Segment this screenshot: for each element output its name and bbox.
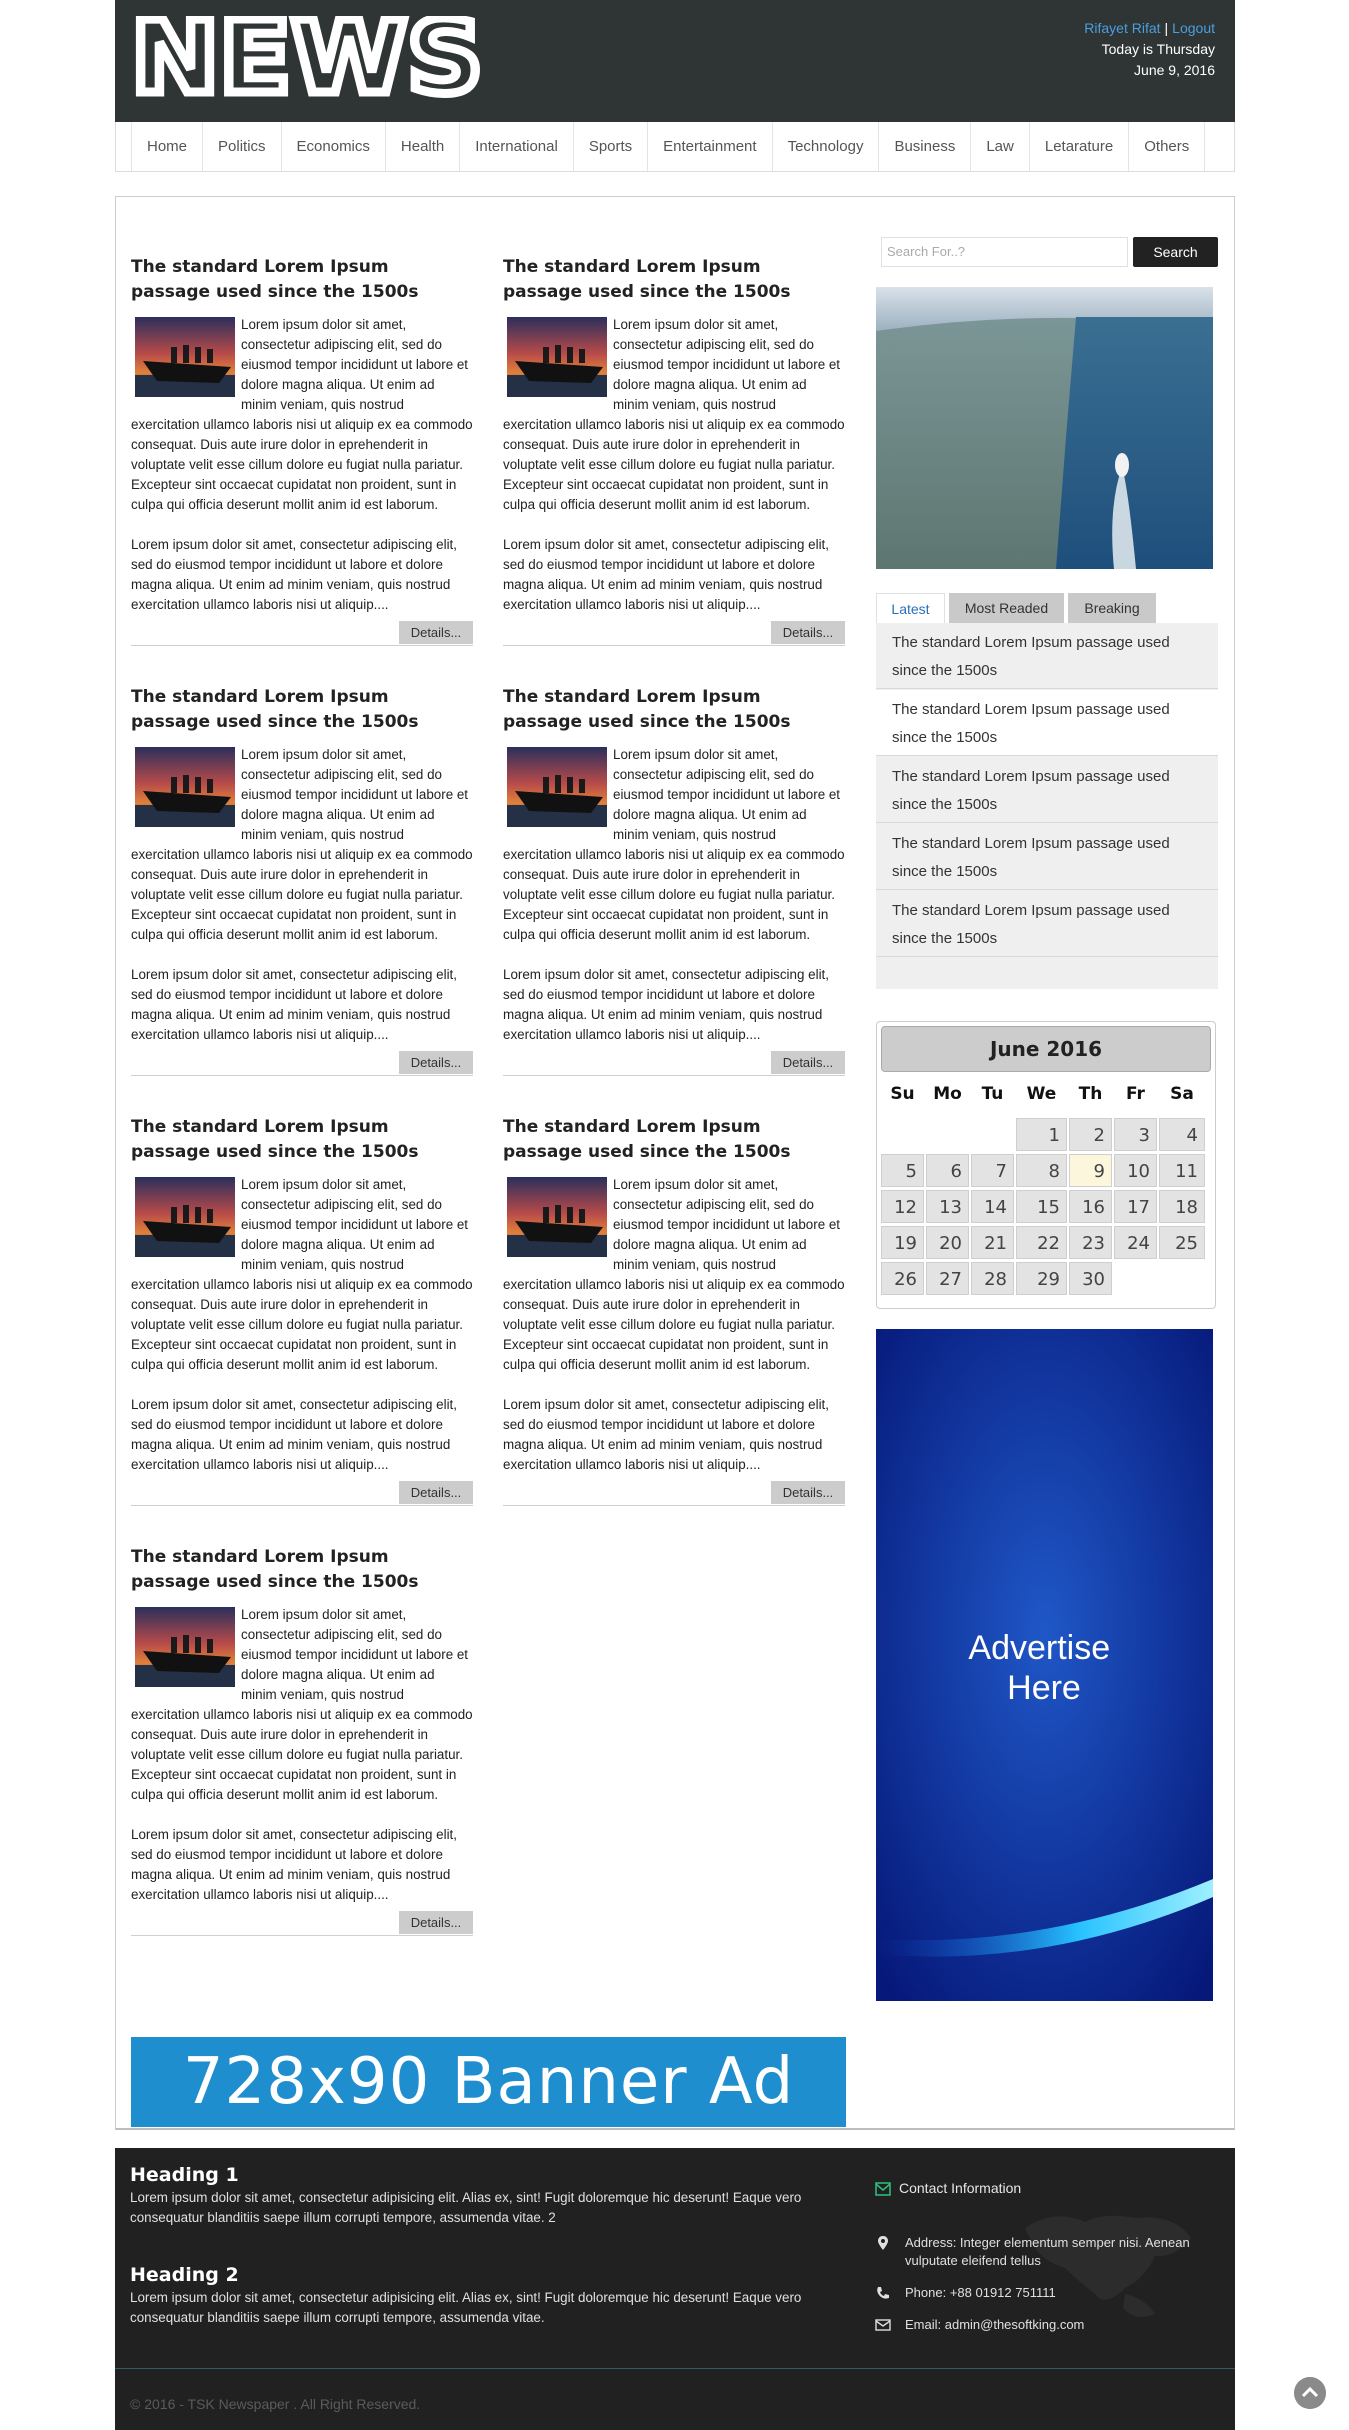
calendar-day[interactable]: 9 xyxy=(1069,1154,1112,1187)
article-body xyxy=(503,1175,845,1495)
nav-item-others[interactable]: Others xyxy=(1128,122,1205,171)
calendar-day[interactable]: 21 xyxy=(971,1226,1014,1259)
article-paragraph-1: Lorem ipsum dolor sit amet, consectetur adipiscing elit, sed do eiusmod tempor incididunt ut labore et dolore magna aliqua. Ut enim ad minim veniam, quis nostrud exercitation ullamco laboris nisi ut aliquip ex ea commodo consequat. Duis aute irure dolor in eprehenderit in voluptate velit esse cillum dolore eu fugiat nulla pariatur. Excepteur sint occaecat cupidatat non proident, sunt in culpa qui officia deserunt mollit anim id est laborum. xyxy=(131,1607,473,1802)
nav-item-business[interactable]: Business xyxy=(878,122,970,171)
calendar-day[interactable]: 13 xyxy=(926,1190,969,1223)
footer-text-2: Lorem ipsum dolor sit amet, consectetur adipisicing elit. Alias ex, sint! Fugit doloremque hic deserunt! Eaque vero consequatur blanditiis saepe illum corrupti tempore, assumenda vitae. xyxy=(130,2290,802,2325)
article-thumbnail[interactable] xyxy=(507,1177,607,1257)
article-thumbnail[interactable] xyxy=(135,317,235,397)
latest-news-item[interactable]: The standard Lorem Ipsum passage used since the 1500s xyxy=(876,824,1218,890)
article-title[interactable]: The standard Lorem Ipsum passage used since the 1500s xyxy=(131,257,419,302)
article-paragraph-1: Lorem ipsum dolor sit amet, consectetur adipiscing elit, sed do eiusmod tempor incididunt ut labore et dolore magna aliqua. Ut enim ad minim veniam, quis nostrud exercitation ullamco laboris nisi ut aliquip ex ea commodo consequat. Duis aute irure dolor in eprehenderit in voluptate velit esse cillum dolore eu fugiat nulla pariatur. Excepteur sint occaecat cupidatat non proident, sunt in culpa qui officia deserunt mollit anim id est laborum. xyxy=(131,1177,473,1372)
footer-divider xyxy=(115,2368,1235,2369)
copyright: © 2016 - TSK Newspaper . All Right Reserved. xyxy=(130,2396,421,2412)
details-button[interactable]: Details... xyxy=(771,1051,845,1074)
article-paragraph-2: Lorem ipsum dolor sit amet, consectetur adipiscing elit, sed do eiusmod tempor incididunt ut labore et dolore magna aliqua. Ut enim ad minim veniam, quis nostrud exercitation ullamco laboris nisi ut aliquip.... xyxy=(131,1827,457,1902)
nav-item-politics[interactable]: Politics xyxy=(202,122,281,171)
article-body xyxy=(131,1605,473,1925)
article-thumbnail[interactable] xyxy=(135,1607,235,1687)
article-title[interactable]: The standard Lorem Ipsum passage used since the 1500s xyxy=(131,1547,419,1592)
article-paragraph-1: Lorem ipsum dolor sit amet, consectetur adipiscing elit, sed do eiusmod tempor incididunt ut labore et dolore magna aliqua. Ut enim ad minim veniam, quis nostrud exercitation ullamco laboris nisi ut aliquip ex ea commodo consequat. Duis aute irure dolor in eprehenderit in voluptate velit esse cillum dolore eu fugiat nulla pariatur. Excepteur sint occaecat cupidatat non proident, sunt in culpa qui officia deserunt mollit anim id est laborum. xyxy=(503,747,845,942)
search-button[interactable]: Search xyxy=(1133,237,1218,267)
envelope-icon xyxy=(875,2182,891,2196)
calendar-day[interactable]: 2 xyxy=(1069,1118,1112,1151)
calendar-day[interactable]: 19 xyxy=(881,1226,924,1259)
article-divider xyxy=(131,1075,473,1076)
article-title[interactable]: The standard Lorem Ipsum passage used since the 1500s xyxy=(503,1117,791,1162)
email-text[interactable]: Email: admin@thesoftking.com xyxy=(905,2317,1085,2332)
article-card xyxy=(131,685,473,1080)
article-title[interactable]: The standard Lorem Ipsum passage used since the 1500s xyxy=(131,687,419,732)
article-card xyxy=(503,685,845,1080)
nav-item-letarature[interactable]: Letarature xyxy=(1029,122,1128,171)
details-button[interactable]: Details... xyxy=(771,1481,845,1504)
article-paragraph-2: Lorem ipsum dolor sit amet, consectetur adipiscing elit, sed do eiusmod tempor incididunt ut labore et dolore magna aliqua. Ut enim ad minim veniam, quis nostrud exercitation ullamco laboris nisi ut aliquip.... xyxy=(503,967,829,1042)
latest-news-item[interactable]: The standard Lorem Ipsum passage used since the 1500s xyxy=(876,623,1218,689)
footer-text-1: Lorem ipsum dolor sit amet, consectetur adipisicing elit. Alias ex, sint! Fugit doloremque hic deserunt! Eaque vero consequatur blanditiis saepe illum corrupti tempore, assumenda vitae. 2 xyxy=(130,2190,802,2225)
nav-item-economics[interactable]: Economics xyxy=(281,122,385,171)
nav-item-technology[interactable]: Technology xyxy=(772,122,879,171)
calendar-day[interactable]: 24 xyxy=(1114,1226,1157,1259)
article-paragraph-1: Lorem ipsum dolor sit amet, consectetur adipiscing elit, sed do eiusmod tempor incididunt ut labore et dolore magna aliqua. Ut enim ad minim veniam, quis nostrud exercitation ullamco laboris nisi ut aliquip ex ea commodo consequat. Duis aute irure dolor in eprehenderit in voluptate velit esse cillum dolore eu fugiat nulla pariatur. Excepteur sint occaecat cupidatat non proident, sunt in culpa qui officia deserunt mollit anim id est laborum. xyxy=(131,317,473,512)
calendar-day[interactable]: 23 xyxy=(1069,1226,1112,1259)
scroll-to-top-button[interactable] xyxy=(1294,2377,1326,2409)
article-divider xyxy=(503,1505,845,1506)
details-button[interactable]: Details... xyxy=(399,621,473,644)
article-paragraph-2: Lorem ipsum dolor sit amet, consectetur adipiscing elit, sed do eiusmod tempor incididunt ut labore et dolore magna aliqua. Ut enim ad minim veniam, quis nostrud exercitation ullamco laboris nisi ut aliquip.... xyxy=(503,537,829,612)
calendar-day[interactable]: 20 xyxy=(926,1226,969,1259)
details-button[interactable]: Details... xyxy=(399,1051,473,1074)
article-divider xyxy=(503,1075,845,1076)
tab-latest[interactable]: Latest xyxy=(876,593,945,623)
article-body xyxy=(503,745,845,1065)
article-card xyxy=(503,255,845,650)
article-card xyxy=(131,1115,473,1510)
article-paragraph-2: Lorem ipsum dolor sit amet, consectetur adipiscing elit, sed do eiusmod tempor incididunt ut labore et dolore magna aliqua. Ut enim ad minim veniam, quis nostrud exercitation ullamco laboris nisi ut aliquip.... xyxy=(503,1397,829,1472)
main-nav xyxy=(115,122,1235,172)
article-thumbnail[interactable] xyxy=(135,1177,235,1257)
footer-heading-2: Heading 2 xyxy=(130,2264,239,2286)
separator: | xyxy=(1164,20,1169,36)
article-paragraph-1: Lorem ipsum dolor sit amet, consectetur adipiscing elit, sed do eiusmod tempor incididunt ut labore et dolore magna aliqua. Ut enim ad minim veniam, quis nostrud exercitation ullamco laboris nisi ut aliquip ex ea commodo consequat. Duis aute irure dolor in eprehenderit in voluptate velit esse cillum dolore eu fugiat nulla pariatur. Excepteur sint occaecat cupidatat non proident, sunt in culpa qui officia deserunt mollit anim id est laborum. xyxy=(503,1177,845,1372)
tab-breaking[interactable]: Breaking xyxy=(1068,593,1156,623)
calendar-day[interactable]: 25 xyxy=(1159,1226,1205,1259)
search-input[interactable]: Search For..? xyxy=(881,237,1128,267)
latest-news-item[interactable]: The standard Lorem Ipsum passage used since the 1500s xyxy=(876,690,1218,756)
calendar-day[interactable]: 30 xyxy=(1069,1262,1112,1295)
nav-list xyxy=(131,122,1205,171)
article-thumbnail[interactable] xyxy=(507,317,607,397)
details-button[interactable]: Details... xyxy=(771,621,845,644)
article-paragraph-2: Lorem ipsum dolor sit amet, consectetur adipiscing elit, sed do eiusmod tempor incididunt ut labore et dolore magna aliqua. Ut enim ad minim veniam, quis nostrud exercitation ullamco laboris nisi ut aliquip.... xyxy=(131,1397,457,1472)
news-logo[interactable] xyxy=(131,16,491,100)
article-body xyxy=(131,745,473,1065)
map-pin-icon xyxy=(875,2235,891,2251)
calendar-day[interactable]: 27 xyxy=(926,1262,969,1295)
tab-most-readed[interactable]: Most Readed xyxy=(949,593,1064,623)
calendar-weekday: Th xyxy=(1078,1084,1103,1104)
calendar-widget xyxy=(876,1021,1216,1309)
svg-text:NEWS: NEWS xyxy=(131,16,483,100)
latest-news-item[interactable]: The standard Lorem Ipsum passage used since the 1500s xyxy=(876,757,1218,823)
calendar-day[interactable]: 22 xyxy=(1016,1226,1067,1259)
calendar-day[interactable]: 4 xyxy=(1159,1118,1205,1151)
site-header xyxy=(115,0,1235,122)
calendar-weekday: Sa xyxy=(1170,1084,1194,1104)
article-divider xyxy=(503,645,845,646)
article-body xyxy=(131,1175,473,1495)
calendar-day[interactable]: 1 xyxy=(1016,1118,1067,1151)
article-divider xyxy=(131,645,473,646)
user-links xyxy=(1084,18,1215,81)
article-title[interactable]: The standard Lorem Ipsum passage used since the 1500s xyxy=(503,257,791,302)
calendar-weekday: Mo xyxy=(933,1084,962,1104)
calendar-day[interactable]: 17 xyxy=(1114,1190,1157,1223)
logout-link[interactable]: Logout xyxy=(1172,20,1215,36)
site-footer xyxy=(115,2148,1235,2430)
nav-item-law[interactable]: Law xyxy=(970,122,1029,171)
article-thumbnail[interactable] xyxy=(507,747,607,827)
article-divider xyxy=(131,1935,473,1936)
news-tabs xyxy=(876,593,1218,623)
article-paragraph-2: Lorem ipsum dolor sit amet, consectetur adipiscing elit, sed do eiusmod tempor incididunt ut labore et dolore magna aliqua. Ut enim ad minim veniam, quis nostrud exercitation ullamco laboris nisi ut aliquip.... xyxy=(131,967,457,1042)
date-line-1: Today is Thursday xyxy=(1101,41,1215,57)
calendar-day[interactable]: 15 xyxy=(1016,1190,1067,1223)
date-line-2: June 9, 2016 xyxy=(1134,62,1215,78)
article-thumbnail[interactable] xyxy=(135,747,235,827)
calendar-day[interactable]: 29 xyxy=(1016,1262,1067,1295)
contact-title: Contact Information xyxy=(899,2180,1022,2196)
calendar-day[interactable]: 6 xyxy=(926,1154,969,1187)
article-paragraph-1: Lorem ipsum dolor sit amet, consectetur adipiscing elit, sed do eiusmod tempor incididunt ut labore et dolore magna aliqua. Ut enim ad minim veniam, quis nostrud exercitation ullamco laboris nisi ut aliquip ex ea commodo consequat. Duis aute irure dolor in eprehenderit in voluptate velit esse cillum dolore eu fugiat nulla pariatur. Excepteur sint occaecat cupidatat non proident, sunt in culpa qui officia deserunt mollit anim id est laborum. xyxy=(131,747,473,942)
details-button[interactable]: Details... xyxy=(399,1481,473,1504)
article-paragraph-2: Lorem ipsum dolor sit amet, consectetur adipiscing elit, sed do eiusmod tempor incididunt ut labore et dolore magna aliqua. Ut enim ad minim veniam, quis nostrud exercitation ullamco laboris nisi ut aliquip.... xyxy=(131,537,457,612)
calendar-weekday: Fr xyxy=(1126,1084,1145,1104)
nav-item-sports[interactable]: Sports xyxy=(573,122,647,171)
calendar-day[interactable]: 3 xyxy=(1114,1118,1157,1151)
address-text: Address: Integer elementum semper nisi. Aenean vulputate eleifend tellus xyxy=(905,2235,1190,2268)
calendar-day[interactable]: 14 xyxy=(971,1190,1014,1223)
advertise-here-ad[interactable] xyxy=(876,1329,1213,2001)
calendar-day[interactable]: 8 xyxy=(1016,1154,1067,1187)
calendar-weekday: We xyxy=(1026,1084,1057,1104)
article-title[interactable]: The standard Lorem Ipsum passage used since the 1500s xyxy=(131,1117,419,1162)
latest-news-item[interactable]: The standard Lorem Ipsum passage used since the 1500s xyxy=(876,891,1218,957)
article-body xyxy=(131,315,473,635)
article-card xyxy=(503,1115,845,1510)
calendar-day[interactable]: 7 xyxy=(971,1154,1014,1187)
nav-item-home[interactable]: Home xyxy=(131,122,202,171)
calendar-day[interactable]: 10 xyxy=(1114,1154,1157,1187)
nav-item-health[interactable]: Health xyxy=(385,122,459,171)
article-card xyxy=(131,255,473,650)
article-card xyxy=(131,1545,473,1940)
calendar-day[interactable]: 11 xyxy=(1159,1154,1205,1187)
article-divider xyxy=(131,1505,473,1506)
calendar-day[interactable]: 5 xyxy=(881,1154,924,1187)
nav-item-international[interactable]: International xyxy=(459,122,573,171)
calendar-day[interactable]: 26 xyxy=(881,1262,924,1295)
calendar-day[interactable]: 12 xyxy=(881,1190,924,1223)
latest-news-panel xyxy=(876,623,1218,989)
calendar-day[interactable]: 28 xyxy=(971,1262,1014,1295)
article-paragraph-1: Lorem ipsum dolor sit amet, consectetur adipiscing elit, sed do eiusmod tempor incididunt ut labore et dolore magna aliqua. Ut enim ad minim veniam, quis nostrud exercitation ullamco laboris nisi ut aliquip ex ea commodo consequat. Duis aute irure dolor in eprehenderit in voluptate velit esse cillum dolore eu fugiat nulla pariatur. Excepteur sint occaecat cupidatat non proident, sunt in culpa qui officia deserunt mollit anim id est laborum. xyxy=(503,317,845,512)
nav-item-entertainment[interactable]: Entertainment xyxy=(647,122,771,171)
featured-sea-photo xyxy=(876,287,1213,569)
calendar-day[interactable]: 18 xyxy=(1159,1190,1205,1223)
user-name-link[interactable]: Rifayet Rifat xyxy=(1084,20,1161,36)
banner-ad[interactable]: 728x90 Banner Ad xyxy=(131,2037,846,2127)
calendar-month-title: June 2016 xyxy=(881,1026,1211,1072)
calendar-weekday: Su xyxy=(890,1084,915,1104)
content-area xyxy=(115,196,1235,2130)
calendar-weekday: Tu xyxy=(981,1084,1004,1104)
article-body xyxy=(503,315,845,635)
article-title[interactable]: The standard Lorem Ipsum passage used since the 1500s xyxy=(503,687,791,732)
footer-heading-1: Heading 1 xyxy=(130,2164,239,2186)
details-button[interactable]: Details... xyxy=(399,1911,473,1934)
svg-text:Advertise Here: Advertise Here xyxy=(968,1629,1111,1707)
phone-text: Phone: +88 01912 751111 xyxy=(905,2285,1056,2300)
calendar-day[interactable]: 16 xyxy=(1069,1190,1112,1223)
phone-icon xyxy=(875,2285,891,2301)
mail-icon xyxy=(875,2317,891,2333)
